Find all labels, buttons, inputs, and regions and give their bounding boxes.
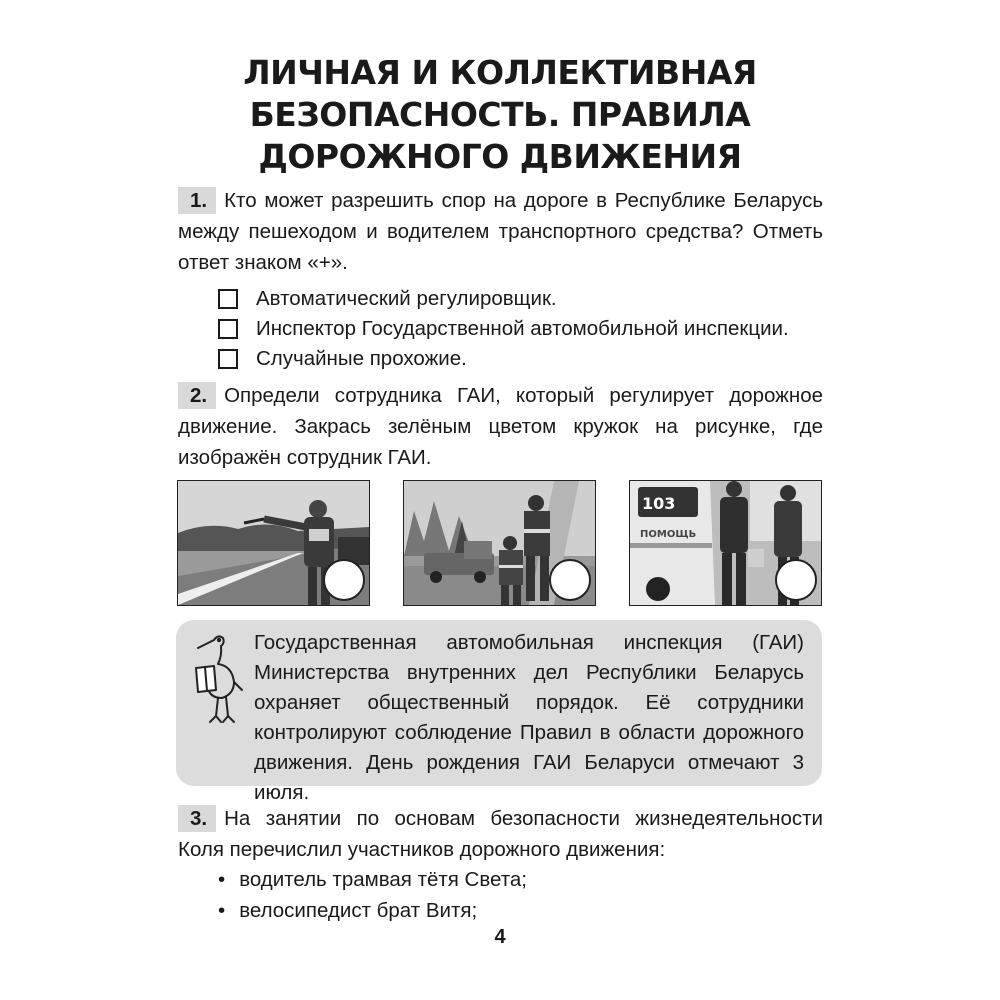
- info-text: Государственная автомобильная инспекция (ГАИ) Министерства внутренних дел Республики Беларусь охраняет общественный порядок. Её сотрудники контролируют соблюдение Правил в области дорожного движения. День рождения ГАИ Беларуси отмечают 3 июля.: [254, 631, 804, 804]
- task-text: Кто может разрешить спор на дороге в Республике Беларусь между пешеходом и водителем транспортного средства? Отметь ответ знаком «+».: [178, 189, 823, 274]
- bullet-list: [218, 864, 527, 926]
- answer-checkbox[interactable]: [218, 349, 238, 369]
- option: [218, 284, 789, 314]
- task-text: На занятии по основам безопасности жизнедеятельности Коля перечислил участников дорожного движения:: [178, 807, 823, 861]
- photo-firefighters: [403, 480, 596, 606]
- task-text: Определи сотрудника ГАИ, который регулирует дорожное движение. Закрась зелёным цветом кружок на рисунке, где изображён сотрудник ГАИ.: [178, 384, 823, 469]
- option-label: Автоматический регулировщик.: [256, 287, 557, 310]
- task-3: [178, 803, 823, 865]
- title-line: БЕЗОПАСНОСТЬ. ПРАВИЛА: [249, 95, 751, 134]
- title-line: ЛИЧНАЯ И КОЛЛЕКТИВНАЯ: [243, 53, 757, 92]
- ambulance-label: ПОМОЩЬ: [640, 529, 697, 540]
- answer-circle[interactable]: [323, 559, 365, 601]
- list-item: • водитель трамвая тётя Света;: [218, 864, 527, 895]
- task-number: 1.: [178, 187, 216, 214]
- ambulance-number: 103: [642, 494, 676, 513]
- task-number: 2.: [178, 382, 216, 409]
- title-line: ДОРОЖНОГО ДВИЖЕНИЯ: [258, 137, 742, 176]
- task-2: [178, 380, 823, 473]
- stork-reading-icon: [188, 632, 244, 724]
- answer-options: [218, 284, 789, 374]
- list-item: • велосипедист брат Витя;: [218, 895, 527, 926]
- answer-checkbox[interactable]: [218, 319, 238, 339]
- photo-police-officer: [177, 480, 370, 606]
- info-box: [176, 620, 822, 804]
- option-label: Случайные прохожие.: [256, 347, 467, 370]
- option: [218, 344, 789, 374]
- page-number: 4: [494, 926, 506, 948]
- answer-circle[interactable]: [549, 559, 591, 601]
- answer-circle[interactable]: [775, 559, 817, 601]
- photo-ambulance: [629, 480, 822, 606]
- task-number: 3.: [178, 805, 216, 832]
- option-label: Инспектор Государственной автомобильной инспекции.: [256, 317, 789, 340]
- task-1: [178, 185, 823, 278]
- answer-checkbox[interactable]: [218, 289, 238, 309]
- option: [218, 314, 789, 344]
- page-title: [0, 52, 1000, 178]
